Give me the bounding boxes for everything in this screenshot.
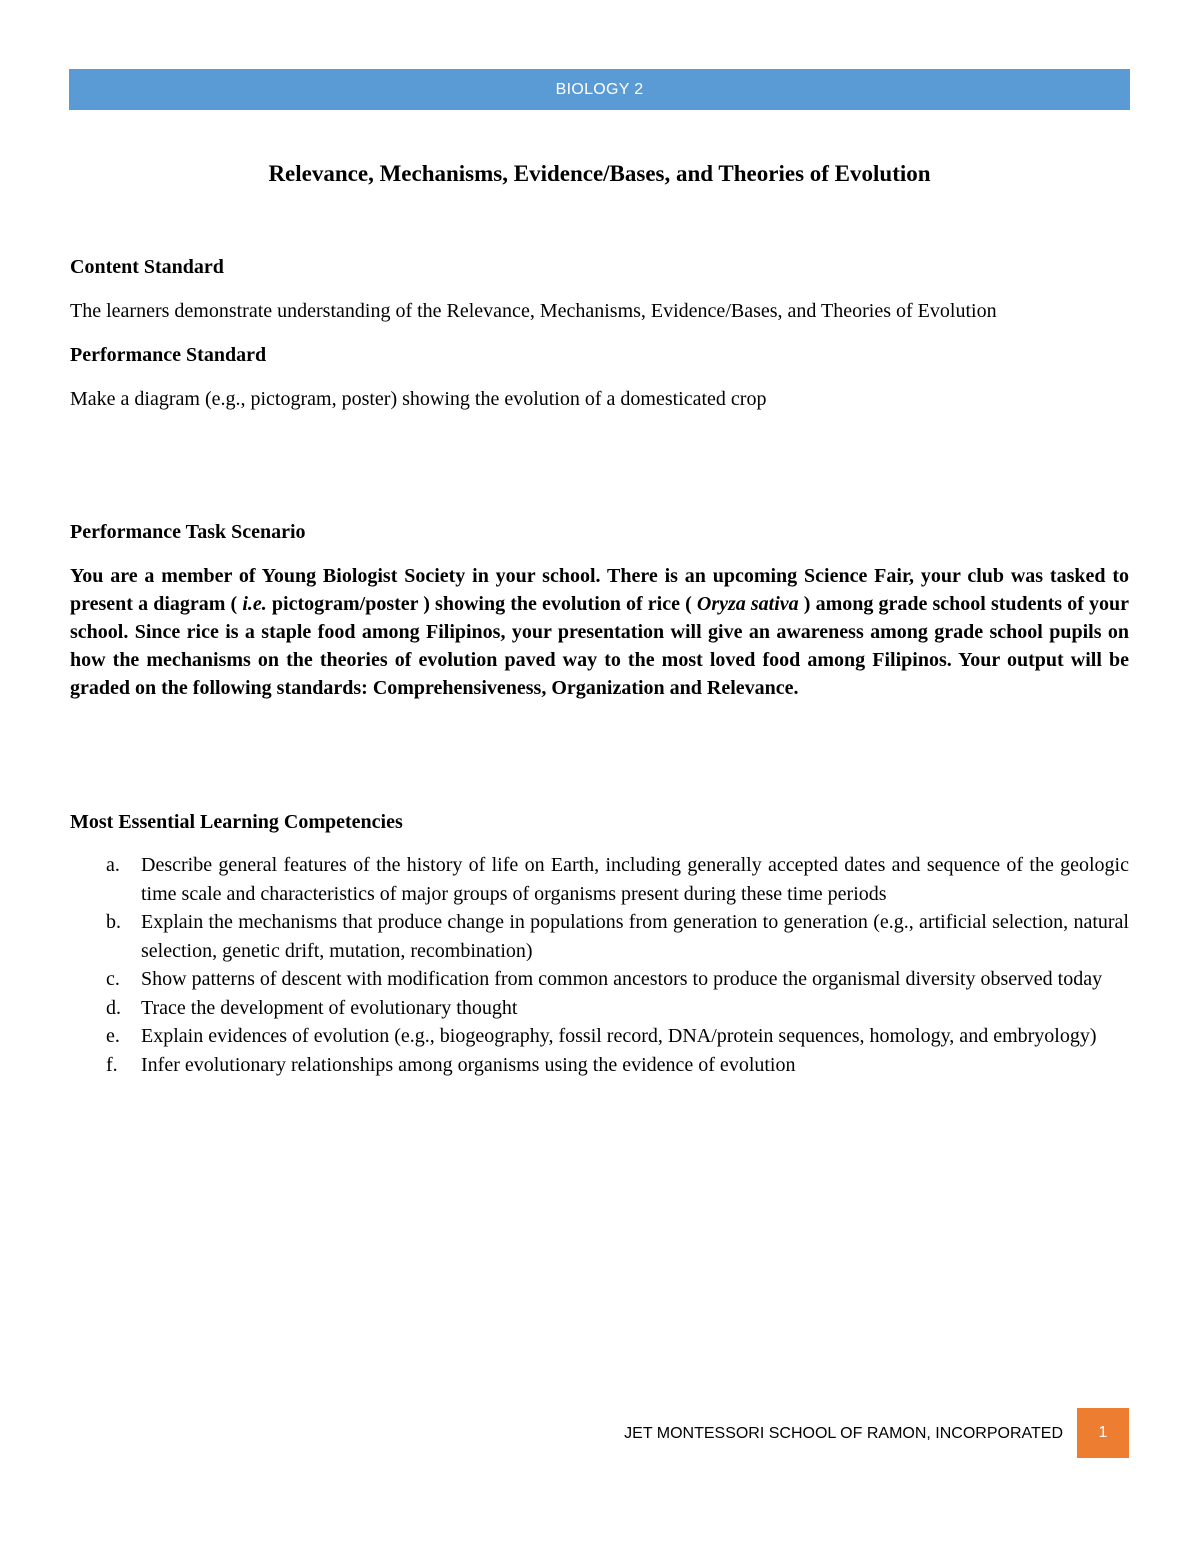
list-marker: e.: [106, 1025, 120, 1047]
list-item-text: Trace the development of evolutionary thought: [141, 996, 518, 1019]
content-standard-text: The learners demonstrate understanding of the Relevance, Mechanisms, Evidence/Bases, and Theories of Evolution: [70, 300, 997, 322]
list-item: [70, 965, 1129, 994]
list-item-text: Infer evolutionary relationships among organisms using the evidence of evolution: [141, 1053, 796, 1076]
list-item-text: Explain evidences of evolution (e.g., biogeography, fossil record, DNA/protein sequences, homology, and embryology): [141, 1025, 1097, 1047]
scenario-part-1: You are a member of Young Biologist Society in your school. There is an upcoming Science Fair, your club was tasked to present a diagram (: [70, 565, 1129, 615]
document-title: Relevance, Mechanisms, Evidence/Bases, and Theories of Evolution: [268, 161, 931, 186]
scenario-species: Oryza sativa: [696, 593, 799, 615]
list-marker: c.: [106, 968, 120, 990]
list-marker: d.: [106, 996, 121, 1019]
scenario-ie: i.e.: [242, 593, 267, 615]
scenario-heading: Performance Task Scenario: [70, 521, 306, 543]
footer-school-name: JET MONTESSORI SCHOOL OF RAMON, INCORPORATED: [624, 1425, 1063, 1442]
page-number: 1: [1098, 1424, 1108, 1441]
scenario-part-2: pictogram/poster ) showing the evolution of rice (: [266, 593, 697, 615]
list-marker: b.: [106, 911, 121, 933]
list-item: [70, 908, 1129, 965]
subject-label: BIOLOGY 2: [555, 80, 644, 98]
competencies-list: [70, 851, 1129, 1079]
performance-standard-text: Make a diagram (e.g., pictogram, poster) showing the evolution of a domesticated crop: [70, 388, 767, 410]
list-item-text: Show patterns of descent with modification from common ancestors to produce the organismal diversity observed today: [141, 968, 1103, 990]
scenario-text: [70, 562, 1129, 702]
page-number-box: [1077, 1408, 1129, 1458]
document-body: [70, 158, 1129, 1079]
list-marker: f.: [106, 1053, 118, 1076]
scenario-part-3: ) among grade school students of your school. Since rice is a staple food among Filipinos, your presentation will give an awareness among grade school pupils on how the mechanisms on the theories of evolution paved way to the most loved food among Filipinos. Your output will be graded on the following standards: Comprehensiveness, Organization and Relevance.: [70, 593, 1129, 699]
competencies-heading: Most Essential Learning Competencies: [70, 811, 403, 833]
performance-standard-heading: Performance Standard: [70, 344, 267, 366]
list-marker: a.: [106, 854, 120, 876]
header-bar: [69, 69, 1130, 110]
list-item: [70, 1051, 1129, 1080]
content-standard-heading: Content Standard: [70, 256, 224, 278]
list-item: [70, 851, 1129, 908]
list-item-text: Describe general features of the history of life on Earth, including generally accepted dates and sequence of the geologic time scale and characteristics of major groups of organisms present during these time periods: [141, 854, 1129, 905]
list-item: [70, 1022, 1129, 1051]
list-item-text: Explain the mechanisms that produce change in populations from generation to generation (e.g., artificial selection, natural selection, genetic drift, mutation, recombination): [141, 911, 1129, 962]
list-item: [70, 994, 1129, 1023]
